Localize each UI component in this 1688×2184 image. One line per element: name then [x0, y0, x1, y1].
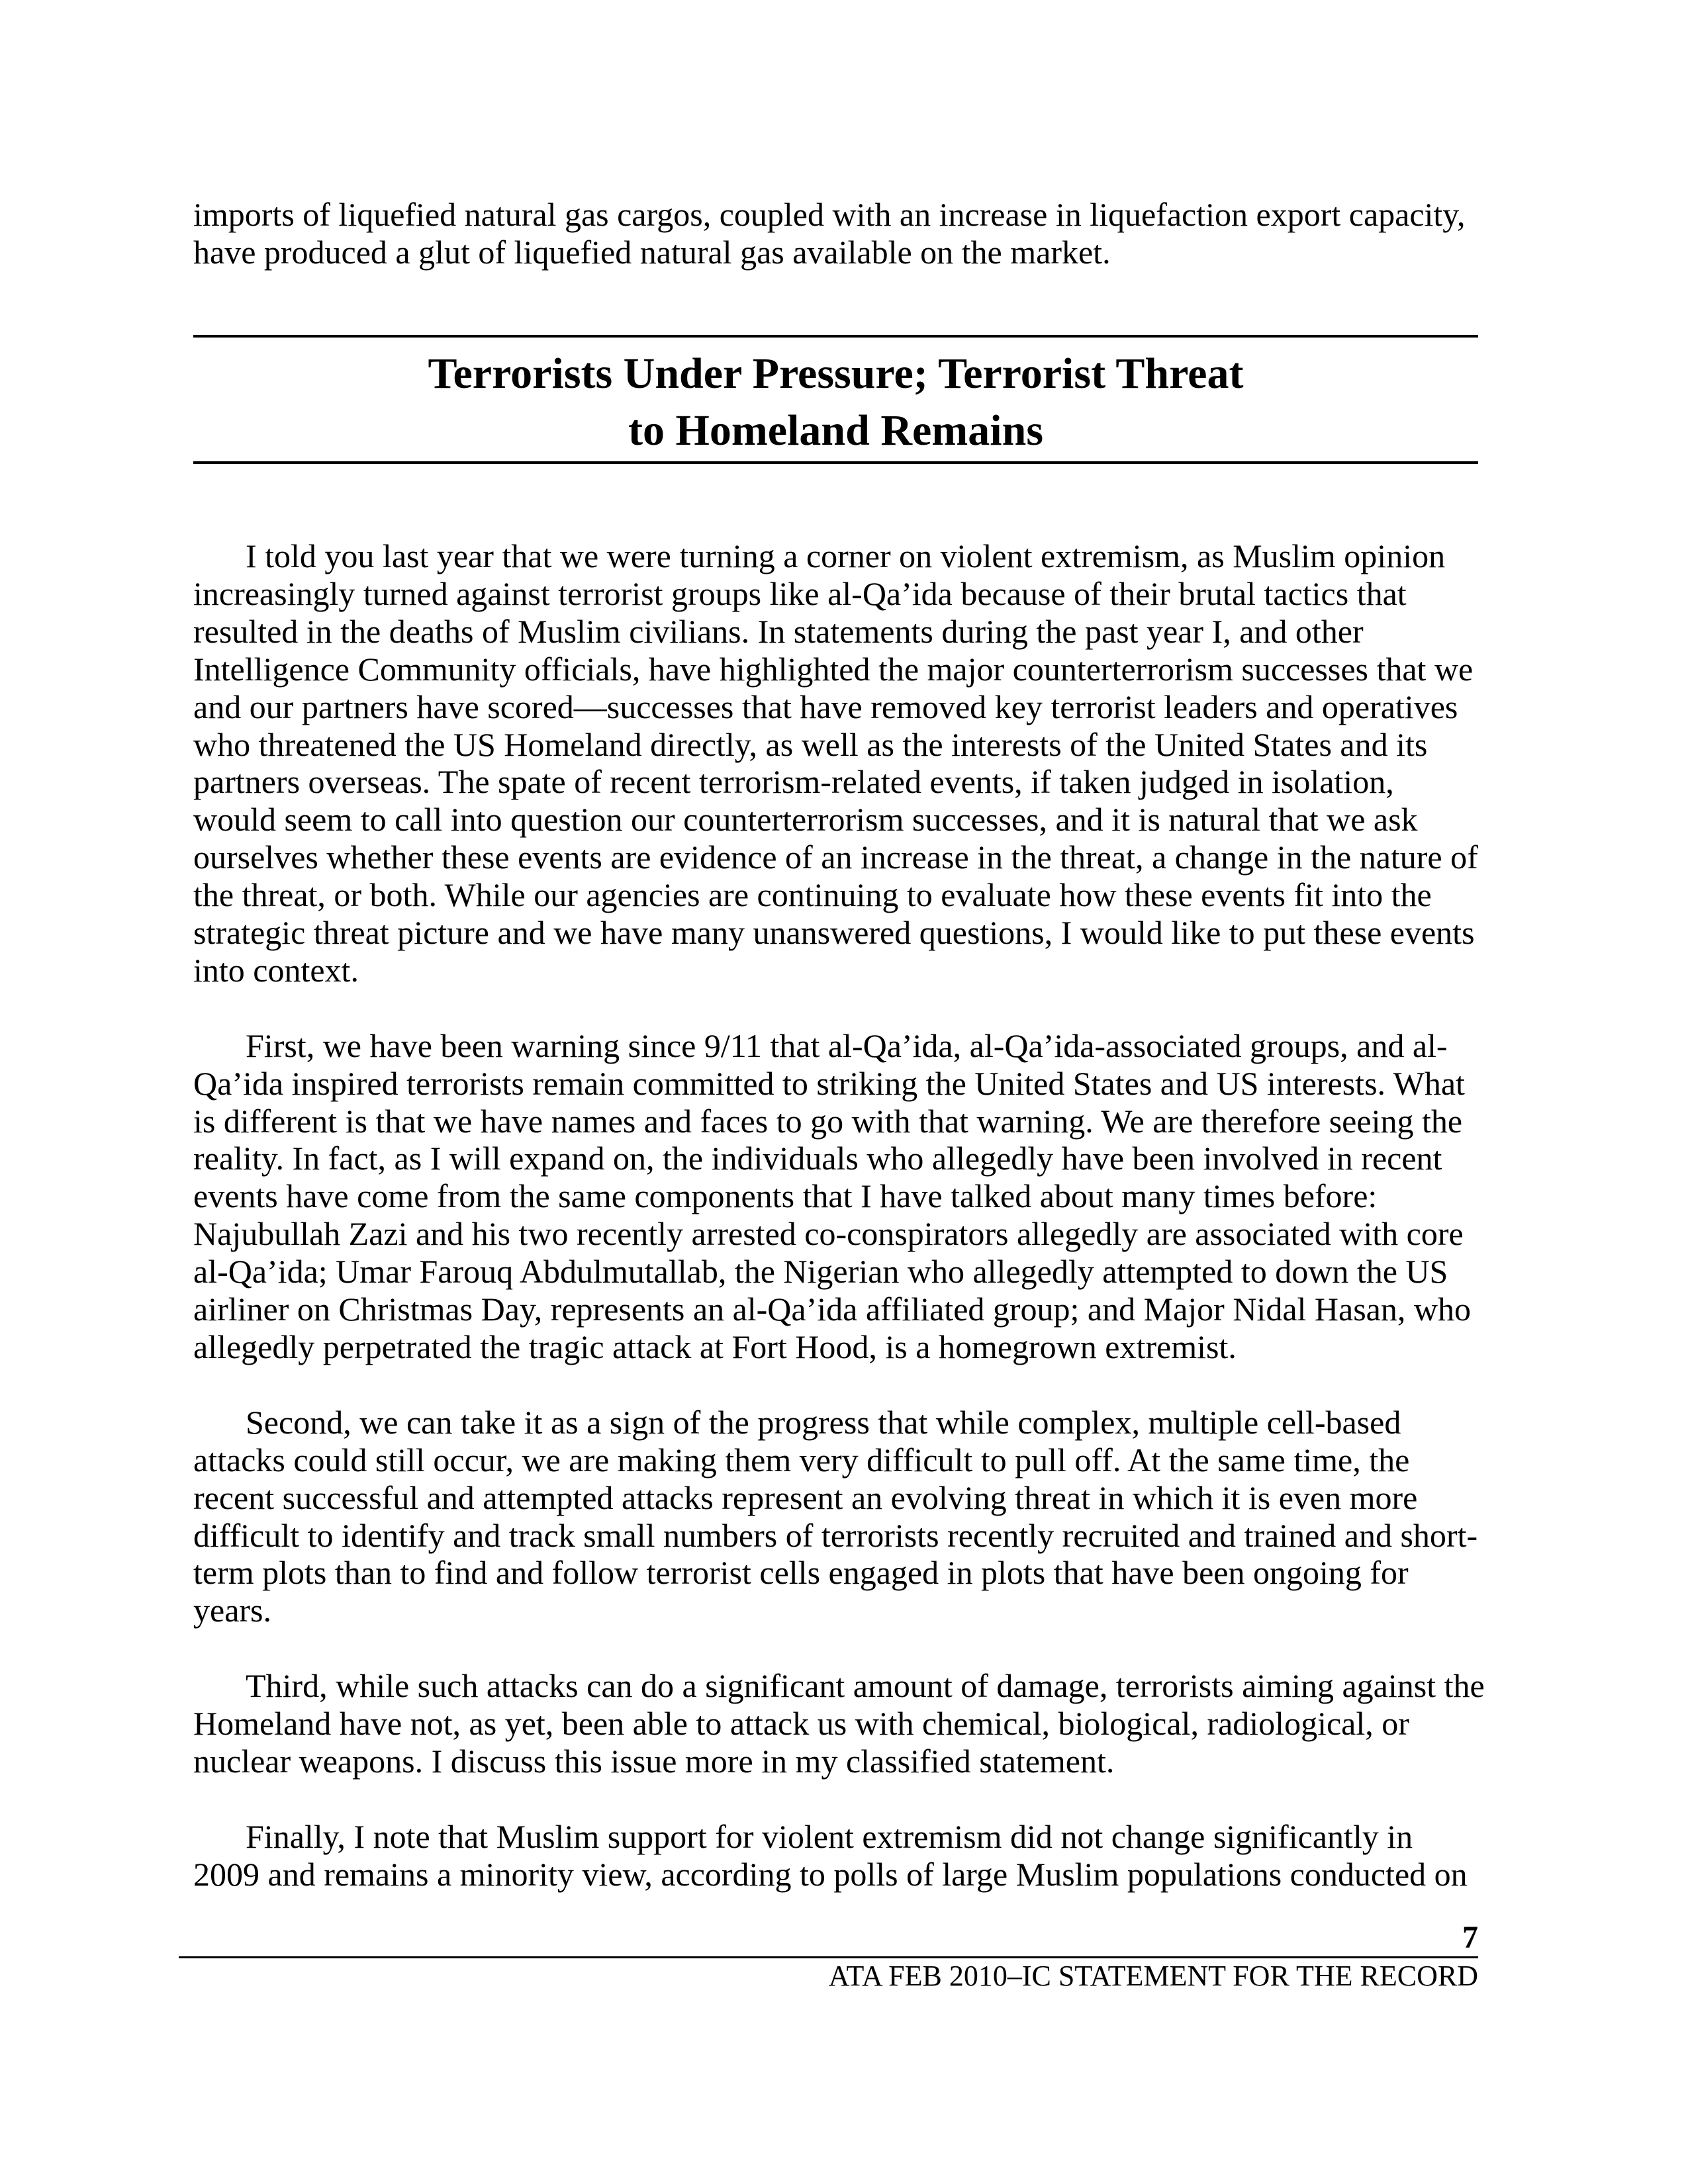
footer-text: ATA FEB 2010–IC STATEMENT FOR THE RECORD: [828, 1960, 1478, 1992]
text-line: resulted in the deaths of Muslim civilians. In statements during the past year I, and other: [193, 612, 1364, 650]
text-line: 2009 and remains a minority view, according to polls of large Muslim populations conducted on: [193, 1855, 1468, 1893]
text-line: have produced a glut of liquefied natural gas available on the market.: [193, 234, 1111, 271]
text-line: difficult to identify and track small numbers of terrorists recently recruited and trained and short-: [193, 1516, 1478, 1554]
section-title: [193, 345, 1478, 459]
text-line: I told you last year that we were turning a corner on violent extremism, as Muslim opinion: [246, 537, 1446, 574]
text-line: events have come from the same components that I have talked about many times before:: [193, 1177, 1378, 1215]
paragraph: [193, 537, 1491, 989]
text-line: the threat, or both. While our agencies are continuing to evaluate how these events fit into the: [193, 876, 1432, 914]
text-line: First, we have been warning since 9/11 that al-Qa’ida, al-Qa’ida-associated groups, and al-: [246, 1026, 1448, 1064]
text-line: Third, while such attacks can do a significant amount of damage, terrorists aiming against the: [246, 1667, 1485, 1705]
text-line: reality. In fact, as I will expand on, the individuals who allegedly have been involved in recent: [193, 1140, 1442, 1177]
text-line: term plots than to find and follow terrorist cells engaged in plots that have been ongoing for: [193, 1554, 1409, 1592]
text-line: partners overseas. The spate of recent terrorism-related events, if taken judged in isolation,: [193, 763, 1394, 801]
paragraph: [193, 1404, 1491, 1629]
footer-rule: [179, 1956, 1478, 1958]
text-line: ourselves whether these events are evidence of an increase in the threat, a change in the nature of: [193, 839, 1478, 876]
paragraph: [193, 1818, 1491, 1893]
text-line: would seem to call into question our counterterrorism successes, and it is natural that we ask: [193, 801, 1418, 839]
text-line: is different is that we have names and faces to go with that warning. We are therefore seeing the: [193, 1102, 1463, 1140]
text-line: al-Qa’ida; Umar Farouq Abdulmutallab, the Nigerian who allegedly attempted to down the US: [193, 1253, 1448, 1291]
title-top-rule: [193, 335, 1478, 338]
text-line: Qa’ida inspired terrorists remain committed to striking the United States and US interests. What: [193, 1064, 1465, 1102]
section-title-line-1: Terrorists Under Pressure; Terrorist Threat: [428, 349, 1244, 398]
page-number: 7: [1462, 1920, 1478, 1955]
text-line: recent successful and attempted attacks represent an evolving threat in which it is even more: [193, 1479, 1418, 1516]
text-line: strategic threat picture and we have many unanswered questions, I would like to put these events: [193, 914, 1475, 952]
intro-text: [193, 196, 1466, 271]
text-line: Homeland have not, as yet, been able to attack us with chemical, biological, radiological, or: [193, 1705, 1409, 1743]
section-title-line-2: to Homeland Remains: [628, 406, 1043, 455]
text-line: airliner on Christmas Day, represents an al-Qa’ida affiliated group; and Major Nidal Hasan, who: [193, 1291, 1471, 1328]
text-line: into context.: [193, 951, 359, 989]
text-line: Finally, I note that Muslim support for violent extremism did not change significantly in: [246, 1817, 1413, 1855]
text-line: Intelligence Community officials, have highlighted the major counterterrorism successes that we: [193, 650, 1474, 688]
text-line: Najubullah Zazi and his two recently arrested co-conspirators allegedly are associated with core: [193, 1215, 1464, 1253]
text-line: years.: [193, 1592, 271, 1629]
text-line: attacks could still occur, we are making them very difficult to pull off. At the same time, the: [193, 1441, 1410, 1479]
text-line: Second, we can take it as a sign of the progress that while complex, multiple cell-based: [246, 1403, 1401, 1441]
title-bottom-rule: [193, 461, 1478, 464]
body-text: [193, 537, 1491, 1931]
text-line: who threatened the US Homeland directly, as well as the interests of the United States and its: [193, 725, 1428, 763]
text-line: imports of liquefied natural gas cargos, coupled with an increase in liquefaction export capacity,: [193, 196, 1466, 233]
text-line: allegedly perpetrated the tragic attack at Fort Hood, is a homegrown extremist.: [193, 1328, 1237, 1366]
text-line: nuclear weapons. I discuss this issue more in my classified statement.: [193, 1742, 1115, 1780]
paragraph: [193, 1027, 1491, 1366]
paragraph: [193, 1667, 1491, 1780]
text-line: and our partners have scored—successes that have removed key terrorist leaders and operatives: [193, 688, 1458, 725]
text-line: increasingly turned against terrorist groups like al-Qa’ida because of their brutal tactics that: [193, 574, 1407, 612]
